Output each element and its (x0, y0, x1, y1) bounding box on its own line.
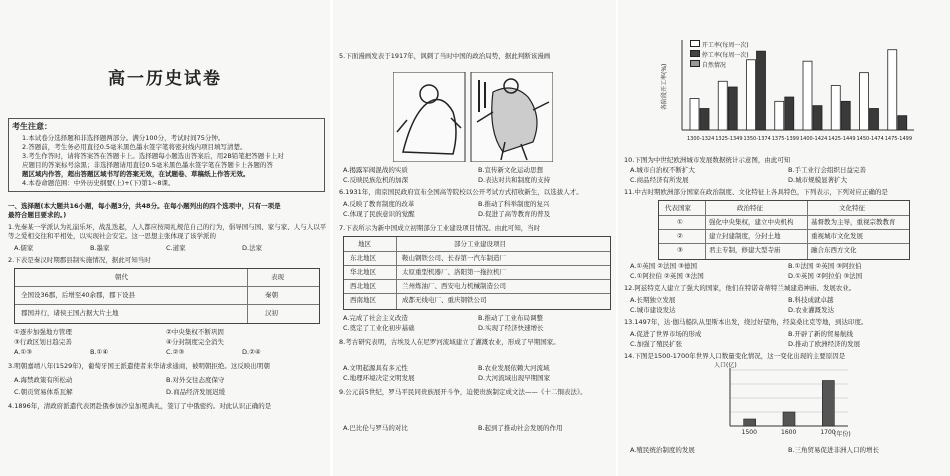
option: C.朝贡贸易体系瓦解 (14, 388, 73, 396)
y-axis-label: 各阶段开工率(%) (661, 63, 668, 110)
legend-item: 开工率(每周一次) (690, 40, 749, 50)
table-header: 文化特征 (839, 204, 865, 212)
option: C.体现了民族意识的觉醒 (343, 210, 415, 218)
table-cell: 融合东西方文化 (811, 246, 857, 254)
chart-bar (783, 412, 795, 426)
chart-bar (841, 101, 850, 130)
question-5: 5.下面漫画发表于1917年，讽刺了当时中国的政治局势，据此判断该漫画 (339, 52, 551, 60)
q7-table (343, 236, 611, 310)
option: ②中央集权不断巩固 (166, 328, 224, 336)
notice-line: 4.本卷命题范围：中外历史纲要(上)+(下)第1~8课。 (22, 179, 175, 187)
table-cell: 建立封建制度，分封土地 (709, 232, 781, 240)
chart-bar (822, 381, 834, 427)
table-cell: 基督教为主导，重视宗教教育 (811, 218, 896, 226)
exam-page-2 (333, 0, 616, 476)
option: D.促进了高等教育的普及 (478, 210, 551, 218)
chart-bar (728, 87, 737, 130)
option: C.道家 (166, 244, 186, 252)
chart-bar (888, 50, 897, 130)
table-cell: 华北地区 (350, 268, 376, 276)
table-header: 表现 (271, 273, 284, 281)
x-tick-label: 1400-1424 (800, 136, 828, 142)
option: D.①英国 ②阿拉伯 ③法国 (788, 272, 863, 280)
table-cell: ② (677, 232, 683, 240)
table-cell: 兰州炼油厂、西安电力机械制造公司 (402, 282, 506, 290)
table-cell: 君主专制，修建大型寺庙 (709, 246, 781, 254)
x-tick-label: 1375-1399 (771, 136, 800, 142)
question-11: 11.中古时期欧洲部分国家在政治制度、文化特征上各具特色，下列表示，下列对应正确的是 (624, 188, 888, 196)
question-2: 2.下表是秦汉时期郡县制实施情况，据此可知当时 (8, 256, 151, 264)
y-axis-label: 人口(亿) (714, 362, 737, 369)
option: C.①阿拉伯 ②英国 ③法国 (630, 272, 704, 280)
question-12: 12.阿兹特克人建立了强大的国家，他们在特诺奇蒂特兰城建造神庙、发展农业。 (624, 284, 856, 292)
chart-bar (718, 81, 727, 130)
question-8: 8.考古研究表明，古埃及人在尼罗河流域建立了灌溉农业，形成了早期国家。 (339, 338, 560, 346)
notice-line: 3.考生作答时，请将答案答在答题卡上。选择题每小题选出答案后，用2B铅笔把答题卡上对 (22, 152, 284, 160)
x-tick-label: 1450-1474 (856, 136, 884, 142)
chart-bar (831, 86, 840, 130)
option: A.揭露军阀混战的实质 (343, 166, 408, 174)
option: B.墨家 (90, 244, 110, 252)
political-cartoon-image (393, 72, 553, 162)
option: ④分封制度完全消失 (166, 338, 224, 346)
table-cell: 太原重型机器厂、洛阳第一拖拉机厂 (402, 268, 506, 276)
chart-bar (860, 73, 869, 130)
option: C.反映民族危机的加深 (343, 176, 409, 184)
table-cell: ③ (677, 246, 683, 254)
question-14: 14.下图是1500-1700年世界人口数量变化情况，这一变化出现的主要原因是 (624, 352, 846, 360)
x-tick-label: 1500 (741, 429, 757, 436)
x-tick-label: 1600 (781, 429, 797, 436)
notice-line: 题区域内作答，超出答题区域书写的答案无效，在试题卷、草稿纸上作答无效。 (22, 170, 250, 178)
option: B.①④ (90, 348, 109, 356)
x-tick-label: 1350-1374 (743, 136, 771, 142)
question-7: 7.下表所示为新中国成立初期部分工业建设项目情况。由此可知，当时 (339, 224, 541, 232)
q2-table (14, 268, 320, 324)
question-1-cont: 等之爱相交往和平相处，以实现社会安定。这一思想主张体现了该学派的 (8, 232, 216, 240)
option: C.城市建设发达 (630, 306, 676, 314)
option: B.手工业行会组织日益完善 (788, 166, 867, 174)
option: A.反映了教育制度的改革 (343, 200, 415, 208)
section-heading: 一、选择题(本大题共16小题，每小题3分，共48分。在每小题列出的四个选项中，只有一项是 (8, 202, 281, 210)
option: C.②③ (166, 348, 185, 356)
option: D.商品经济发展迟缓 (166, 388, 226, 396)
option: B.推动了科举制度的复兴 (478, 200, 550, 208)
table-cell: 汉初 (265, 309, 278, 317)
option: D.城市规模显著扩大 (788, 176, 848, 184)
option: D.大河流域出现早期国家 (478, 374, 551, 382)
legend-item: 停工率(每周一次) (690, 50, 749, 60)
option: B.起到了推动社会发展的作用 (478, 424, 563, 432)
option: C.加强了殖民扩张 (630, 340, 683, 348)
chart-bar (690, 98, 699, 130)
table-cell: 全国设36郡，后增至40余郡，郡下设县 (21, 291, 136, 299)
option: B.科技成就卓越 (788, 296, 834, 304)
chart-bar (744, 419, 756, 426)
q11-table (658, 200, 910, 260)
option: ①逐步加强地方管理 (14, 328, 72, 336)
legend-item: 自然情况 (690, 60, 749, 70)
notice-line: 2.答题前，考生务必用直径0.5毫米黑色墨水签字笔将密封线内项目填写清楚。 (22, 143, 247, 151)
option: D.实现了经济快速增长 (478, 324, 544, 332)
chart-bar (803, 61, 812, 130)
option: D.法家 (242, 244, 263, 252)
option: A.文明起源具有多元性 (343, 364, 408, 372)
option: A.完成了社会主义改造 (343, 314, 408, 322)
option: C.地理环境决定文明发展 (343, 374, 415, 382)
x-tick-label: 1475-1499 (884, 136, 913, 142)
option: A.城市自治权不断扩大 (630, 166, 695, 174)
option: A.巴比伦与罗马的对比 (343, 424, 408, 432)
option: A.①英国 ②法国 ③德国 (630, 262, 698, 270)
question-9: 9.公元前5世纪，罗马平民同贵族展开斗争，迫使贵族制定成文法——《十二铜表法》。 (339, 388, 587, 396)
population-bar-chart (714, 362, 864, 440)
table-cell: 鞍山钢铁公司、长春第一汽车制造厂 (402, 254, 506, 262)
option: C.奠定了工业化初步基础 (343, 324, 415, 332)
table-header: 部分工业建设项目 (454, 240, 506, 248)
chart-legend (690, 40, 749, 70)
option: B.①法国 ②英国 ③阿拉伯 (788, 262, 862, 270)
option: A.促进了世界市场的形成 (630, 330, 702, 338)
option: D.表达对共和制度的支持 (478, 176, 551, 184)
option: C.商品经济有所发展 (630, 176, 689, 184)
exam-title: 高一历史试卷 (108, 69, 222, 89)
table-header: 地区 (358, 240, 371, 248)
chart-bar (747, 60, 756, 130)
table-header: 朝代 (115, 273, 128, 281)
option: D.农业灌溉发达 (788, 306, 835, 314)
exam-page-1 (0, 0, 330, 476)
x-tick-label: 1700 (820, 429, 836, 436)
question-3: 3.明朝嘉靖八年(1529年)，葡萄牙国王派遣使者来华请求通商，被明朝拒绝。这反映出明朝 (8, 362, 270, 370)
option: B.农业发展依赖大河流域 (478, 364, 550, 372)
question-1: 1.先秦某一学派认为礼崩乐坏，战乱迭起，人人都应按周礼规范自己的行为，倡导国与国、家与家、人与人以平 (8, 223, 326, 231)
chart-bar (785, 97, 794, 130)
table-cell: ① (677, 218, 683, 226)
table-cell: 重视城市文化发展 (811, 232, 863, 240)
option: A.殖民统治制度的发展 (630, 446, 695, 454)
section-heading-cont: 最符合题目要求的。) (8, 211, 67, 219)
chart-bar (813, 106, 822, 130)
option: B.宣传新文化运动思想 (478, 166, 544, 174)
option: A.①③ (14, 348, 33, 356)
table-cell: 郡国并行，诸侯王国占据大片土地 (21, 309, 119, 317)
chart-bar (870, 109, 879, 131)
table-cell: 西南地区 (350, 296, 376, 304)
table-cell: 成都无线电厂、重庆钢铁公司 (402, 296, 487, 304)
question-6: 6.1931年，南京国民政府宣布全国高等院校以公开考试方式招收新生，以选拔人才。 (339, 188, 583, 196)
x-tick-label: 1300-1324 (687, 136, 715, 142)
table-header: 代表国家 (665, 204, 691, 212)
option: B.推动了工业布局调整 (478, 314, 544, 322)
option: B.三角贸易促进非洲人口的增长 (788, 446, 880, 454)
x-axis-label: (年份) (834, 431, 851, 438)
question-13: 13.1497年，达·伽马船队从里斯本出发，绕过好望角，经莫桑比克等地，到达印度。 (624, 318, 868, 326)
option: A.儒家 (14, 244, 34, 252)
notice-line: 应题目的答案标号涂黑；非选择题请用直径0.5毫米黑色墨水签字笔在答题卡上各题的答 (22, 161, 273, 169)
x-tick-label: 1425-1449 (828, 136, 856, 142)
chart-bar (898, 116, 907, 130)
chart-bar (757, 51, 766, 130)
table-cell: 西北地区 (350, 282, 376, 290)
option: A.海禁政策有所松动 (14, 376, 73, 384)
option: B.开辟了新的贸易航线 (788, 330, 854, 338)
table-cell: 东北地区 (350, 254, 376, 262)
table-header: 政治特征 (737, 204, 763, 212)
option: D.推动了欧洲经济的发展 (788, 340, 861, 348)
notice-heading: 考生注意： (12, 122, 52, 131)
chart-bar (700, 109, 709, 131)
question-10: 10.下图为中世纪欧洲城市发展数据统计示意图，由此可知 (624, 156, 791, 164)
table-cell: 秦朝 (265, 291, 278, 299)
option: A.长期独立发展 (630, 296, 676, 304)
x-tick-label: 1325-1349 (715, 136, 743, 142)
notice-line: 1.本试卷分选择题和非选择题两部分。满分100分，考试时间75分钟。 (22, 134, 225, 142)
exam-page-3 (618, 0, 950, 476)
table-cell: 强化中央集权，建立中央机构 (709, 218, 794, 226)
chart-bar (775, 101, 784, 130)
question-4: 4.1896年，清政府派遣代表团赴俄参加沙皇加冕典礼，签订了中俄密约。对此认识正确的是 (8, 402, 272, 410)
option: B.对外交往态度保守 (166, 376, 225, 384)
option: ③行政区划日趋完善 (14, 338, 72, 346)
option: D.②④ (242, 348, 261, 356)
